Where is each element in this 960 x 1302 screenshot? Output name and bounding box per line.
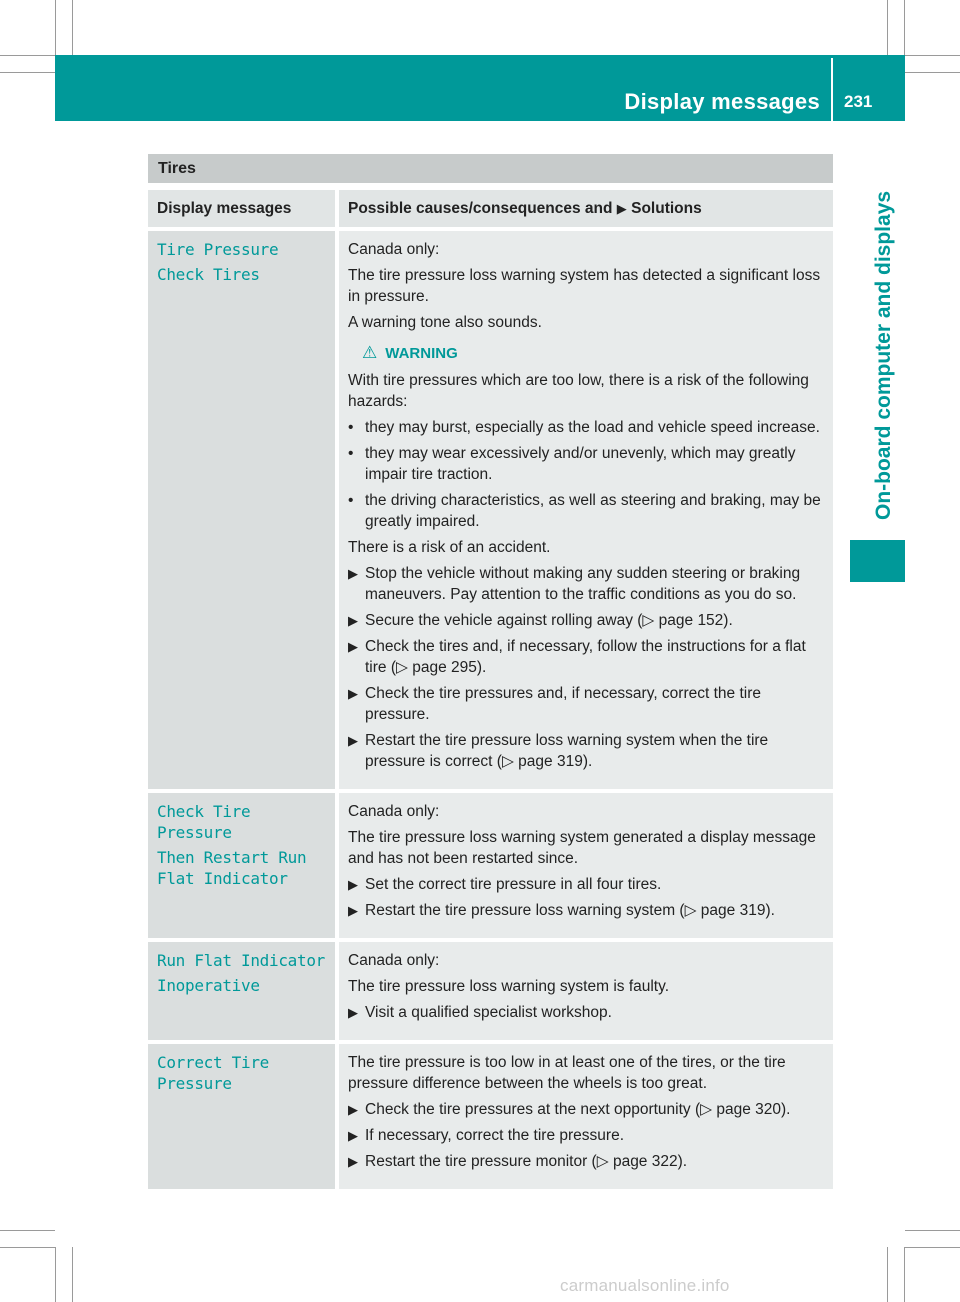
outro-text: There is a risk of an accident. [348,539,551,556]
solution-cell [335,231,833,793]
crop-mark [905,1230,960,1231]
message-cell [148,231,335,793]
chapter-side-label: On-board computer and displays [872,190,895,520]
warning-heading [362,342,827,364]
step-text: Restart the tire pressure monitor (▷ page 322). [365,1153,688,1170]
display-message: Then Restart Run Flat Indicator [157,848,307,888]
step-text: If necessary, correct the tire pressure. [365,1127,625,1144]
step-text: Visit a qualified specialist workshop. [365,1004,612,1021]
step-text: Check the tires and, if necessary, follow the instructions for a flat tire (▷ page 295). [365,638,806,676]
step-arrow-icon: ▶ [348,1154,358,1169]
intro-text: Canada only: [348,952,440,969]
crop-mark [72,0,73,55]
crop-mark [904,0,905,55]
instruction-step [348,900,827,921]
crop-mark [904,1247,905,1302]
intro-text: The tire pressure loss warning system generated a display message and has not been restarted since. [348,829,816,867]
crop-mark [0,1230,55,1231]
step-text: Set the correct tire pressure in all four tires. [365,876,662,893]
crop-mark [0,1247,55,1248]
instruction-step [348,683,827,725]
instruction-step [348,1151,827,1172]
step-arrow-icon: ▶ [348,1102,358,1117]
page-number: 231 [844,92,873,111]
intro-text: The tire pressure loss warning system has detected a significant loss in pressure. [348,267,821,305]
step-arrow-icon: ▶ [348,1128,358,1143]
intro-text: The tire pressure is too low in at least one of the tires, or the tire pressure difference between the wheels is too great. [348,1054,786,1092]
step-arrow-icon: ▶ [348,613,358,628]
step-text: Restart the tire pressure loss warning system (▷ page 319). [365,902,775,919]
section-title-bar [148,154,833,183]
crop-mark [887,0,888,55]
display-message: Run Flat Indicator [157,951,325,970]
intro-text: Canada only: [348,241,440,258]
display-message: Check Tires [157,265,260,284]
message-cell [148,942,335,1044]
table-row [148,231,833,793]
crop-mark [905,1247,960,1248]
step-text: Stop the vehicle without making any sudden steering or braking maneuvers. Pay attention to the traffic conditions as you do so. [365,565,801,603]
display-message: Inoperative [157,976,260,995]
step-arrow-icon: ▶ [348,733,358,748]
solution-cell [335,793,833,942]
crop-mark [905,55,960,56]
display-message: Tire Pressure [157,240,279,259]
step-arrow-icon: ▶ [348,903,358,918]
instruction-step [348,1002,827,1023]
intro-text: Canada only: [348,803,440,820]
display-message: Correct Tire Pressure [157,1053,269,1093]
crop-mark [0,55,55,56]
intro-text: The tire pressure loss warning system is faulty. [348,978,670,995]
hazard-bullet: • the driving characteristics, as well as steering and braking, may be greatly impaired. [348,490,827,532]
crop-mark [887,1247,888,1302]
hazard-bullet: • they may burst, especially as the load and vehicle speed increase. [348,417,827,438]
intro-text: A warning tone also sounds. [348,314,542,331]
col-header-messages: Display messages [148,190,335,231]
solution-cell [335,942,833,1044]
crop-mark [55,1247,56,1302]
step-arrow-icon: ▶ [348,639,358,654]
instruction-step [348,730,827,772]
instruction-step [348,563,827,605]
step-text: Check the tire pressures and, if necessary, correct the tire pressure. [365,685,761,723]
message-cell [148,793,335,942]
header-divider [831,58,833,121]
table-row [148,793,833,942]
display-messages-table [148,190,833,1193]
step-text: Restart the tire pressure loss warning system when the tire pressure is correct (▷ page 319). [365,732,769,770]
crop-mark [905,72,960,73]
table-header-row [148,190,833,231]
warning-triangle-icon: ⚠ [362,343,378,362]
message-cell [148,1044,335,1193]
table-row [148,942,833,1044]
step-arrow-icon: ▶ [348,1005,358,1020]
step-text: Check the tire pressures at the next opportunity (▷ page 320). [365,1101,791,1118]
crop-mark [55,0,56,55]
table-row [148,1044,833,1193]
crop-mark [72,1247,73,1302]
col-header-solutions-prefix: Possible causes/consequences and [348,200,613,217]
instruction-step [348,1099,827,1120]
step-arrow-icon: ▶ [348,877,358,892]
col-header-solutions [335,190,833,231]
watermark: carmanualsonline.info [560,1276,730,1295]
crop-mark [0,72,55,73]
col-header-solutions-suffix: Solutions [631,200,702,217]
step-arrow-icon: ▶ [348,686,358,701]
warning-label: WARNING [385,345,458,362]
step-text: Secure the vehicle against rolling away (▷ page 152). [365,612,733,629]
instruction-step [348,610,827,631]
instruction-step [348,636,827,678]
display-message: Check Tire Pressure [157,802,251,842]
instruction-step [348,1125,827,1146]
arrow-right-icon: ▶ [616,201,627,216]
hazard-bullet: • they may wear excessively and/or unevenly, which may greatly impair tire traction. [348,443,827,485]
instruction-step [348,874,827,895]
step-arrow-icon: ▶ [348,566,358,581]
section-title: Tires [158,160,196,177]
chapter-tab [850,540,905,582]
page-header-title: Display messages [624,89,820,114]
warning-text: With tire pressures which are too low, there is a risk of the following hazards: [348,372,809,410]
solution-cell [335,1044,833,1193]
